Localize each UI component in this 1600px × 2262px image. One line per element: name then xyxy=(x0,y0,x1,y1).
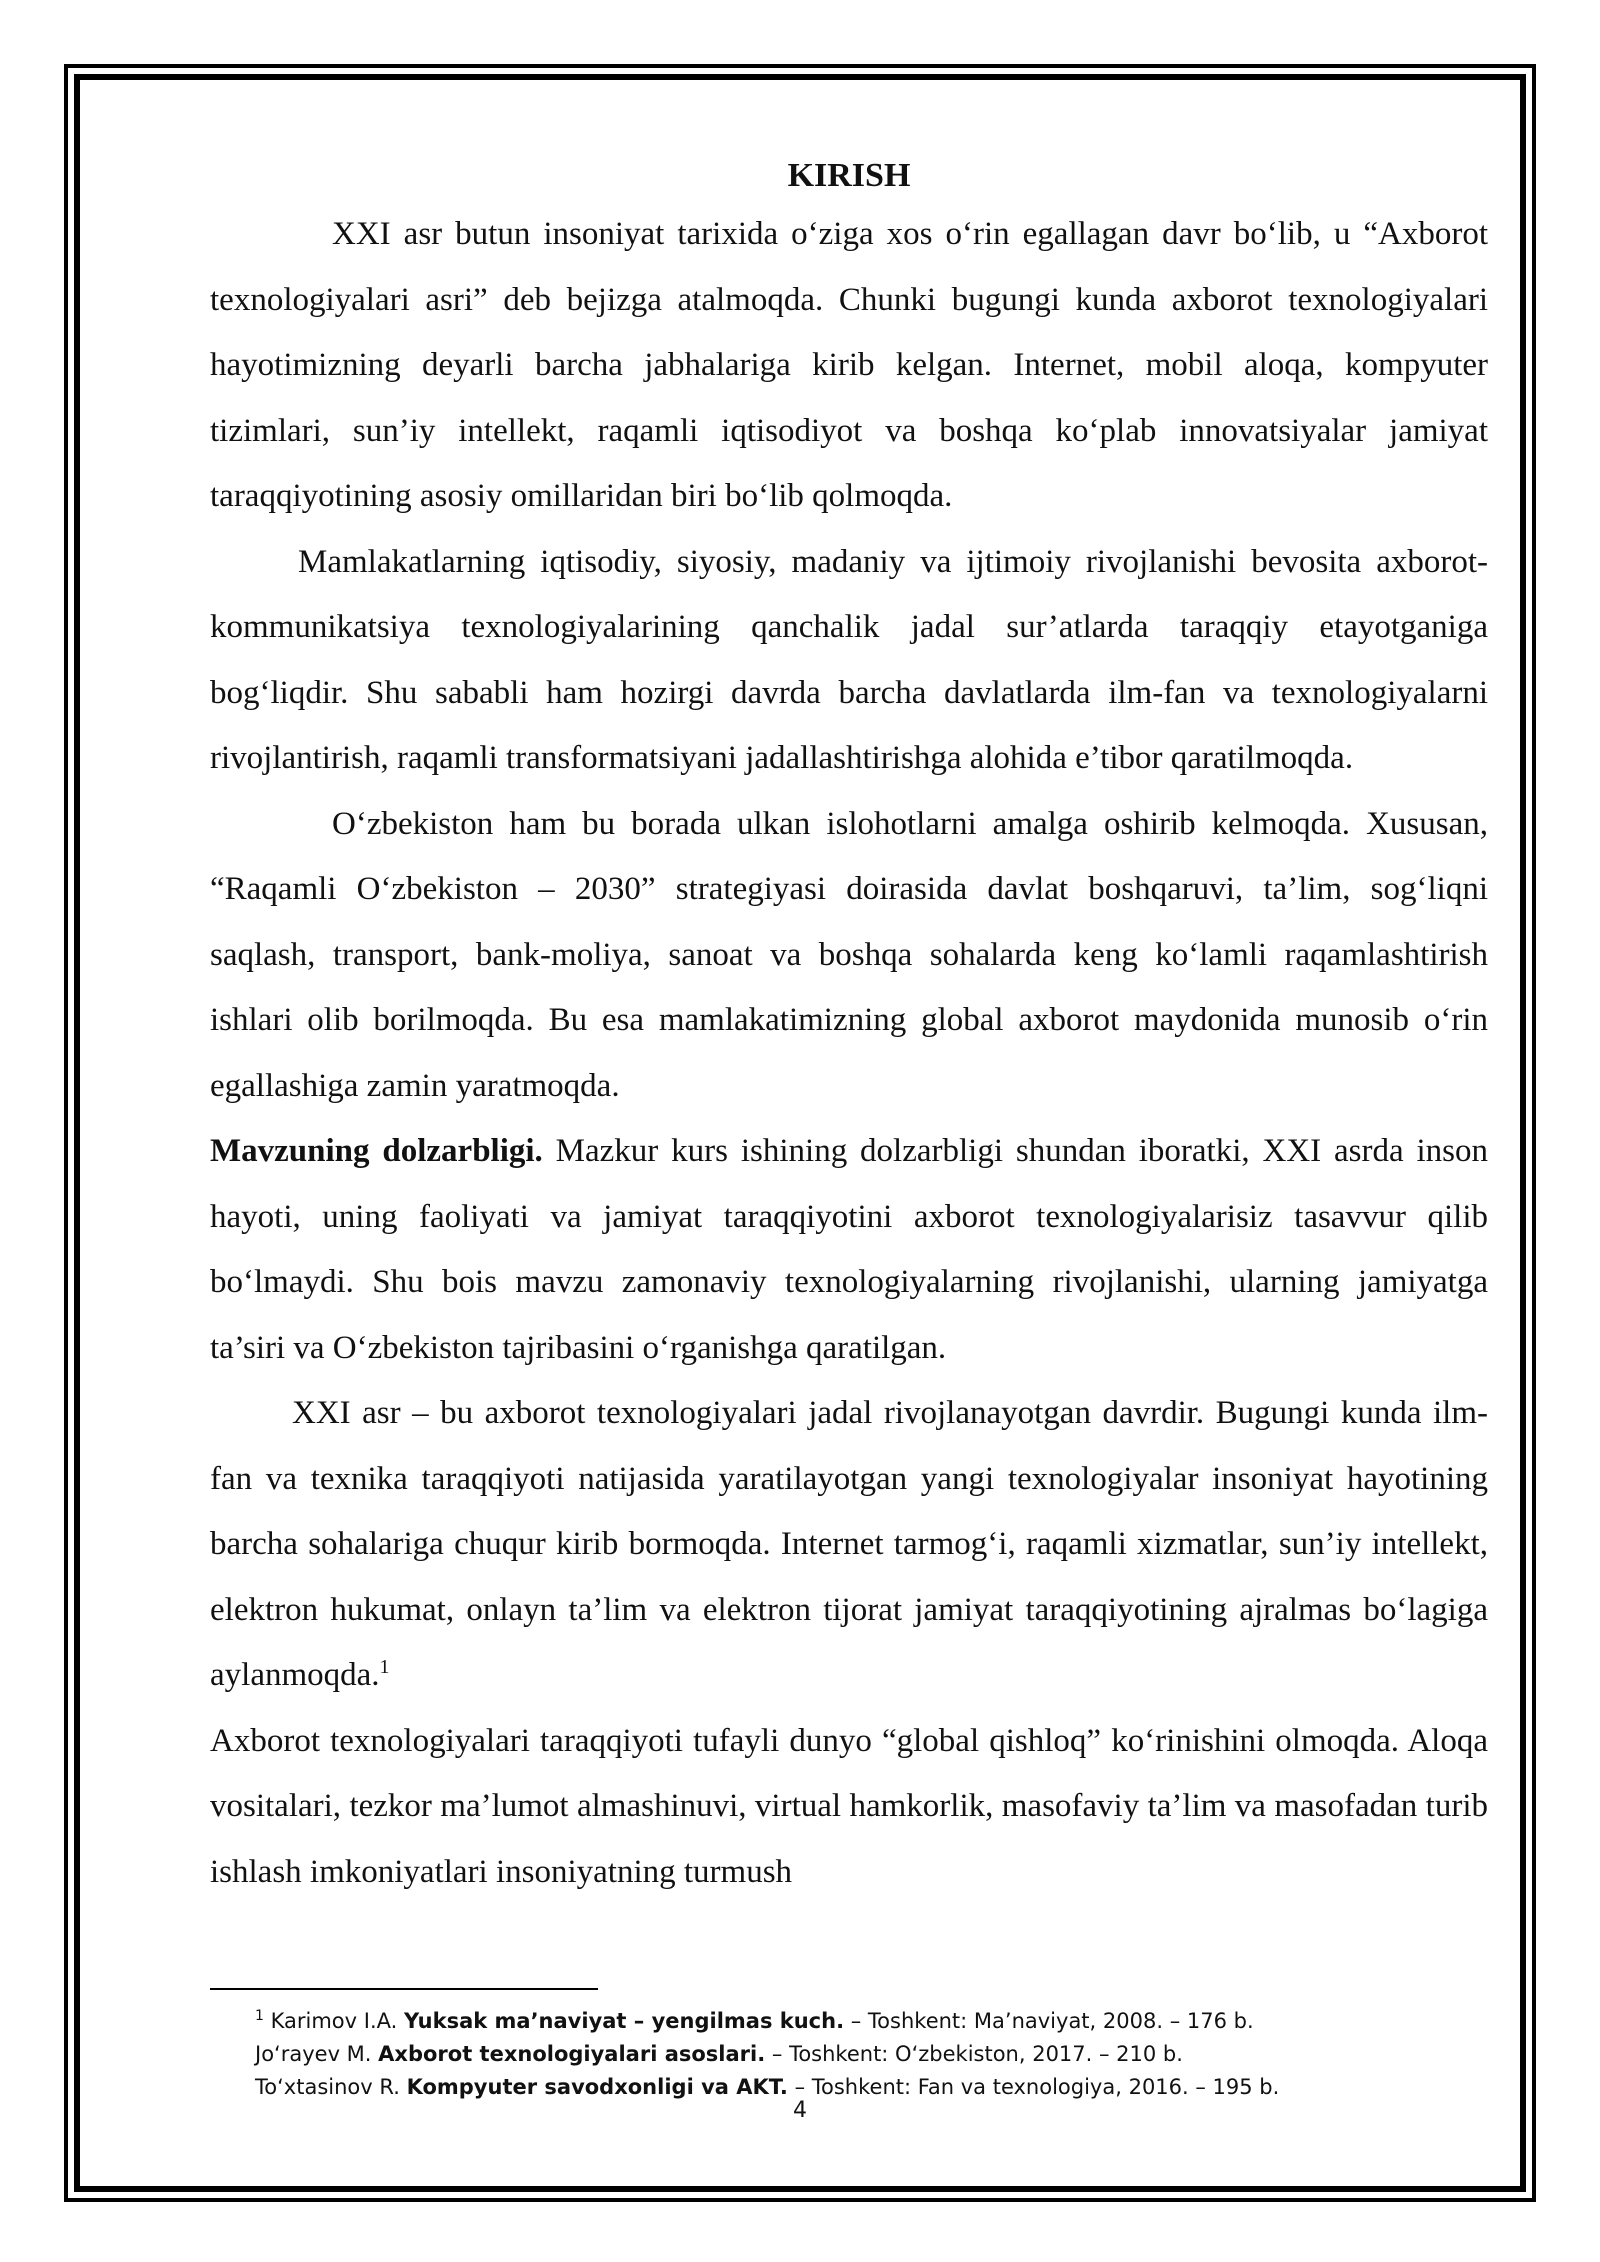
footnote-title: Yuksak ma’naviyat – yengilmas kuch. xyxy=(403,2009,845,2033)
paragraph-development: Mamlakatlarning iqtisodiy, siyosiy, madaniy va ijtimoiy rivojlanishi bevosita axborot-kommunikatsiya texnologiyalarining qanchalik jadal sur’atlarda taraqqiy etayotganiga bog‘liqdir. Shu sababli ham hozirgi davrda barcha davlatlarda ilm-fan va texnologiyalarni rivojlantirish, raqamli transformatsiyani jadallashtirishga alohida e’tibor qaratilmoqda. xyxy=(210,543,1488,776)
footnote-title: Kompyuter savodxonligi va AKT. xyxy=(406,2075,788,2099)
relevance-heading: Mavzuning dolzarbligi. xyxy=(210,1133,543,1169)
page-title: KIRISH xyxy=(787,157,911,194)
footnote-author: To‘xtasinov R. xyxy=(255,2075,400,2099)
footnote-item xyxy=(255,2038,1455,2071)
footnote-author: Jo‘rayev M. xyxy=(255,2042,372,2066)
footnote-title: Axborot texnologiyalari asoslari. xyxy=(378,2042,766,2066)
paragraph-relevance xyxy=(210,1119,1488,1381)
paragraph-global-village: Axborot texnologiyalari taraqqiyoti tufayli dunyo “global qishloq” ko‘rinishini olmoqda. Aloqa vositalari, tezkor ma’lumot almashinuvi, virtual hamkorlik, masofaviy ta’lim va masofadan turib ishlash imkoniyatlari insoniyatning turmush xyxy=(210,1722,1488,1890)
footnote-item xyxy=(255,2000,1455,2038)
relevance-text: Mazkur kurs ishining dolzarbligi shundan iboratki, XXI asrda inson hayoti, uning faoliyati va jamiyat taraqqiyotini axborot texnologiyalarisiz tasavvur qilib bo‘lmaydi. Shu bois mavzu zamonaviy texnologiyalarning rivojlanishi, ularning jamiyatga ta’siri va O‘zbekiston tajribasini o‘rganishga qaratilgan. xyxy=(210,1133,1488,1366)
paragraph-21st-century xyxy=(210,1381,1488,1709)
paragraph-intro: XXI asr butun insoniyat tarixida o‘ziga xos o‘rin egallagan davr bo‘lib, u “Axborot texnologiyalari asri” deb bejizga atalmoqda. Chunki bugungi kunda axborot texnologiyalari hayotimizning deyarli barcha jabhalariga kirib kelgan. Internet, mobil aloqa, kompyuter tizimlari, sun’iy intellekt, raqamli iqtisodiyot va boshqa ko‘plab innovatsiyalar jamiyat taraqqiyotining asosiy omillaridan biri bo‘lib qolmoqda. xyxy=(210,216,1488,514)
footnote-mark: 1 xyxy=(255,2008,264,2024)
footnote-separator xyxy=(210,1988,598,1990)
footnotes xyxy=(255,2000,1455,2104)
century-text: XXI asr – bu axborot texnologiyalari jadal rivojlanayotgan davrdir. Bugungi kunda ilm-fan va texnika taraqqiyoti natijasida yaratilayotgan yangi texnologiyalar insoniyat hayotining barcha sohalariga chuqur kirib bormoqda. Internet tarmog‘i, raqamli xizmatlar, sun’iy intellekt, elektron hukumat, onlayn ta’lim va elektron tijorat jamiyat taraqqiyotining ajralmas bo‘lagiga aylanmoqda. xyxy=(210,1395,1488,1693)
footnote-author: Karimov I.A. xyxy=(270,2009,398,2033)
footnote-reference[interactable]: 1 xyxy=(379,1656,390,1678)
document-body xyxy=(210,150,1488,1905)
footnote-publication: – Toshkent: Ma’naviyat, 2008. – 176 b. xyxy=(850,2009,1254,2033)
page-number: 4 xyxy=(793,2098,807,2123)
footnote-publication: – Toshkent: O‘zbekiston, 2017. – 210 b. xyxy=(771,2042,1183,2066)
paragraph-uzbekistan: O‘zbekiston ham bu borada ulkan islohotlarni amalga oshirib kelmoqda. Xususan, “Raqamli O‘zbekiston – 2030” strategiyasi doirasida davlat boshqaruvi, ta’lim, sog‘liqni saqlash, transport, bank-moliya, sanoat va boshqa sohalarda keng ko‘lamli raqamlashtirish ishlari olib borilmoqda. Bu esa mamlakatimizning global axborot maydonida munosib o‘rin egallashiga zamin yaratmoqda. xyxy=(210,805,1488,1104)
footnote-publication: – Toshkent: Fan va texnologiya, 2016. – 195 b. xyxy=(794,2075,1280,2099)
